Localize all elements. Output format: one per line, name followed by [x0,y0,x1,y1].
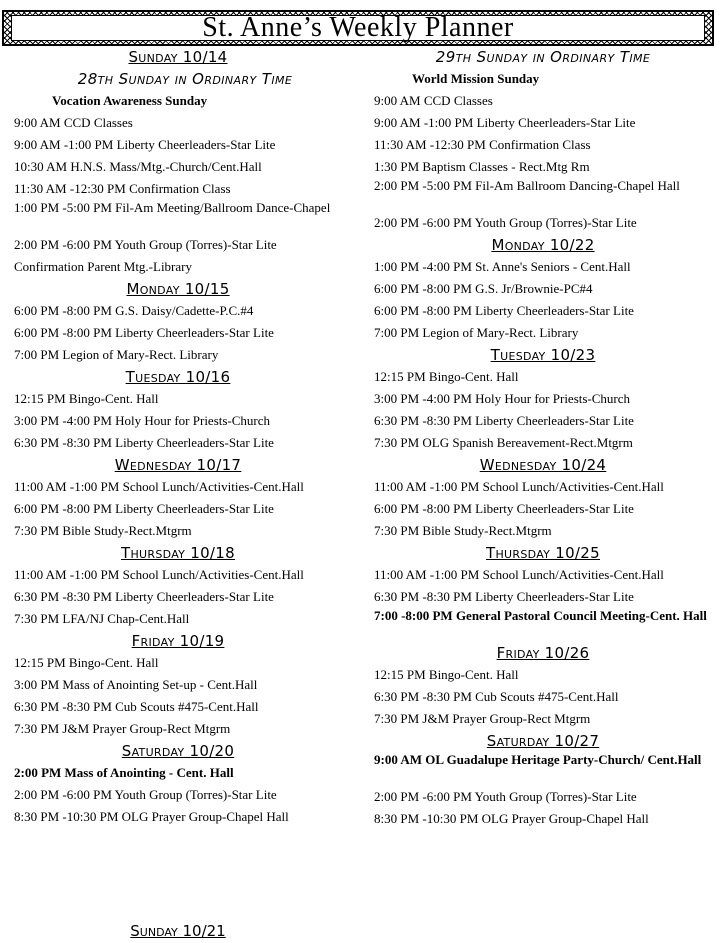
event-item: 7:30 PM J&M Prayer Group-Rect Mtgrm [374,711,591,726]
event-item: 6:00 PM -8:00 PM Liberty Cheerleaders-Star Lite [14,325,274,340]
day-heading-thursday-10-18: Thursday 10/18 [121,544,235,562]
special-note: World Mission Sunday [412,71,540,86]
event-item: 6:00 PM -8:00 PM Liberty Cheerleaders-Star Lite [374,303,634,318]
event-item: 11:00 AM -1:00 PM School Lunch/Activities-Cent.Hall [374,567,664,582]
event-item: 6:30 PM -8:30 PM Cub Scouts #475-Cent.Hall [374,689,619,704]
event-item: 6:30 PM -8:30 PM Cub Scouts #475-Cent.Hall [14,699,259,714]
event-item: 6:30 PM -8:30 PM Liberty Cheerleaders-Star Lite [14,589,274,604]
title-banner [2,10,714,46]
event-item: 6:00 PM -8:00 PM Liberty Cheerleaders-Star Lite [374,501,634,516]
event-item: 2:00 PM -5:00 PM Fil-Am Ballroom Dancing-Chapel Hall [374,178,680,193]
left-column [14,46,356,828]
event-item: 3:00 PM Mass of Anointing Set-up - Cent.Hall [14,677,258,692]
event-item: 6:30 PM -8:30 PM Liberty Cheerleaders-Star Lite [14,435,274,450]
event-item: 7:30 PM J&M Prayer Group-Rect Mtgrm [14,721,231,736]
event-item: 6:30 PM -8:30 PM Liberty Cheerleaders-Star Lite [374,413,634,428]
day-heading-saturday-10-20: Saturday 10/20 [121,742,235,760]
event-item: 11:30 AM -12:30 PM Confirmation Class [14,181,231,196]
special-event-item: 2:00 PM Mass of Anointing - Cent. Hall [14,765,234,780]
event-item: 9:00 AM CCD Classes [374,93,493,108]
event-item: 2:00 PM -6:00 PM Youth Group (Torres)-Star Lite [374,215,637,230]
sunday-liturgical-title: 28th Sunday in Ordinary Time [77,70,293,88]
event-item: 12:15 PM Bingo-Cent. Hall [374,369,519,384]
event-item: 6:00 PM -8:00 PM Liberty Cheerleaders-Star Lite [14,501,274,516]
event-item: 7:30 PM OLG Spanish Bereavement-Rect.Mtgrm [374,435,633,450]
event-item: 12:15 PM Bingo-Cent. Hall [14,391,159,406]
day-heading-monday-10-22: Monday 10/22 [491,236,595,254]
event-item: 12:15 PM Bingo-Cent. Hall [374,667,519,682]
special-note: Vocation Awareness Sunday [52,93,208,108]
day-heading-wednesday-10-24: Wednesday 10/24 [479,456,607,474]
event-item: 1:30 PM Baptism Classes - Rect.Mtg Rm [374,159,590,174]
day-heading-friday-10-26: Friday 10/26 [496,644,590,662]
special-event-item: 7:00 -8:00 PM General Pastoral Council Meeting-Cent. Hall [374,608,707,623]
event-item: 8:30 PM -10:30 PM OLG Prayer Group-Chapel Hall [14,809,289,824]
day-heading-tuesday-10-16: Tuesday 10/16 [125,368,231,386]
right-column [374,46,712,830]
event-item: 7:30 PM LFA/NJ Chap-Cent.Hall [14,611,190,626]
event-item: 7:00 PM Legion of Mary-Rect. Library [14,347,219,362]
special-event-item: 9:00 AM OL Guadalupe Heritage Party-Church/ Cent.Hall [374,752,702,767]
event-item: 11:00 AM -1:00 PM School Lunch/Activities-Cent.Hall [14,567,304,582]
event-item: 3:00 PM -4:00 PM Holy Hour for Priests-Church [14,413,271,428]
event-item: 7:30 PM Bible Study-Rect.Mtgrm [374,523,552,538]
day-heading-friday-10-19: Friday 10/19 [131,632,225,650]
day-heading-sunday-10-14: Sunday 10/14 [128,48,228,66]
sunday-liturgical-title: 29th Sunday in Ordinary Time [435,48,651,66]
page-title: St. Anne’s Weekly Planner [11,15,705,41]
event-item: 11:00 AM -1:00 PM School Lunch/Activities-Cent.Hall [14,479,304,494]
event-item: 2:00 PM -6:00 PM Youth Group (Torres)-Star Lite [14,237,277,252]
event-item: 2:00 PM -6:00 PM Youth Group (Torres)-Star Lite [374,789,637,804]
day-heading-tuesday-10-23: Tuesday 10/23 [490,346,596,364]
event-item: 12:15 PM Bingo-Cent. Hall [14,655,159,670]
event-item: 1:00 PM -4:00 PM St. Anne's Seniors - Cent.Hall [374,259,631,274]
event-item: 3:00 PM -4:00 PM Holy Hour for Priests-Church [374,391,631,406]
event-item: 11:30 AM -12:30 PM Confirmation Class [374,137,591,152]
day-heading-thursday-10-25: Thursday 10/25 [486,544,600,562]
event-item: 6:30 PM -8:30 PM Liberty Cheerleaders-Star Lite [374,589,634,604]
event-item: 2:00 PM -6:00 PM Youth Group (Torres)-Star Lite [14,787,277,802]
event-item: 9:00 AM -1:00 PM Liberty Cheerleaders-Star Lite [374,115,636,130]
event-item: 6:00 PM -8:00 PM G.S. Daisy/Cadette-P.C.#4 [14,303,254,318]
event-item: 1:00 PM -5:00 PM Fil-Am Meeting/Ballroom Dance-Chapel [14,200,331,215]
day-heading-wednesday-10-17: Wednesday 10/17 [114,456,242,474]
day-heading-saturday-10-27: Saturday 10/27 [486,732,600,750]
day-heading-monday-10-15: Monday 10/15 [126,280,230,298]
event-item: 9:00 AM CCD Classes [14,115,133,130]
event-item: 6:00 PM -8:00 PM G.S. Jr/Brownie-PC#4 [374,281,593,296]
event-item: 10:30 AM H.N.S. Mass/Mtg.-Church/Cent.Hall [14,159,262,174]
event-item: 7:00 PM Legion of Mary-Rect. Library [374,325,579,340]
event-item: 7:30 PM Bible Study-Rect.Mtgrm [14,523,192,538]
event-item: 11:00 AM -1:00 PM School Lunch/Activities-Cent.Hall [374,479,664,494]
event-item: 8:30 PM -10:30 PM OLG Prayer Group-Chapel Hall [374,811,649,826]
day-heading-sunday-10-21: Sunday 10/21 [130,922,226,940]
event-item: Confirmation Parent Mtg.-Library [14,259,192,274]
event-item: 9:00 AM -1:00 PM Liberty Cheerleaders-Star Lite [14,137,276,152]
